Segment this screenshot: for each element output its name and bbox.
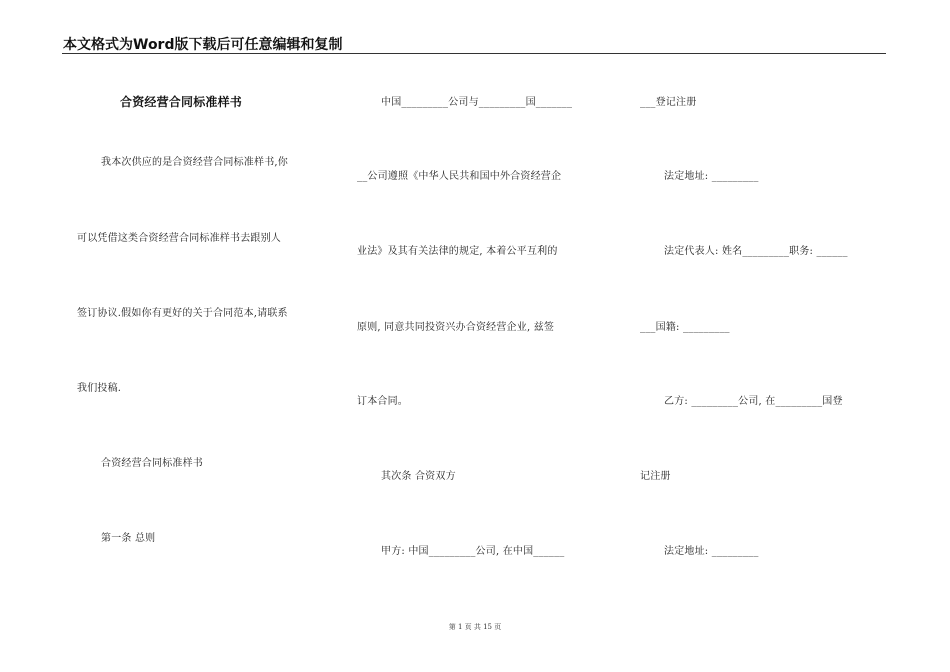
paragraph-line: 我们投稿. [77, 383, 122, 394]
paragraph-line: ___登记注册 [640, 97, 697, 108]
article-heading: 第一条 总则 [101, 533, 156, 544]
article-heading: 其次条 合资双方 [381, 471, 456, 482]
paragraph-line: 中国_________公司与_________国_______ [381, 97, 573, 108]
paragraph-line: 法定地址: _________ [664, 171, 759, 182]
paragraph-line: 记注册 [640, 471, 671, 482]
paragraph-line: 原则, 同意共同投资兴办合资经营企业, 兹签 [357, 322, 555, 333]
paragraph-line: 甲方: 中国_________公司, 在中国______ [381, 546, 565, 557]
document-header: 本文格式为Word版下载后可任意编辑和复制 [63, 37, 343, 53]
paragraph-line: 订本合同。 [357, 396, 408, 407]
paragraph-line: 签订协议.假如你有更好的关于合同范本,请联系 [77, 308, 288, 319]
paragraph-line: 法定地址: _________ [664, 546, 759, 557]
paragraph-line: 法定代表人: 姓名_________职务: ______ [664, 246, 848, 257]
paragraph-line: ___国籍: _________ [640, 322, 730, 333]
paragraph-line: __公司遵照《中华人民共和国中外合资经营企 [357, 171, 562, 182]
document-title: 合资经营合同标准样书 [120, 95, 243, 109]
header-divider [62, 53, 886, 54]
paragraph-line: 可以凭借这类合资经营合同标准样书去跟别人 [77, 233, 281, 244]
paragraph-line: 业法》及其有关法律的规定, 本着公平互利的 [357, 246, 558, 257]
paragraph-line: 乙方: _________公司, 在_________国登 [664, 396, 843, 407]
paragraph-line: 我本次供应的是合资经营合同标准样书,你 [101, 157, 288, 168]
page-number-footer: 第 1 页 共 15 页 [448, 623, 502, 631]
section-heading: 合资经营合同标准样书 [101, 458, 203, 469]
